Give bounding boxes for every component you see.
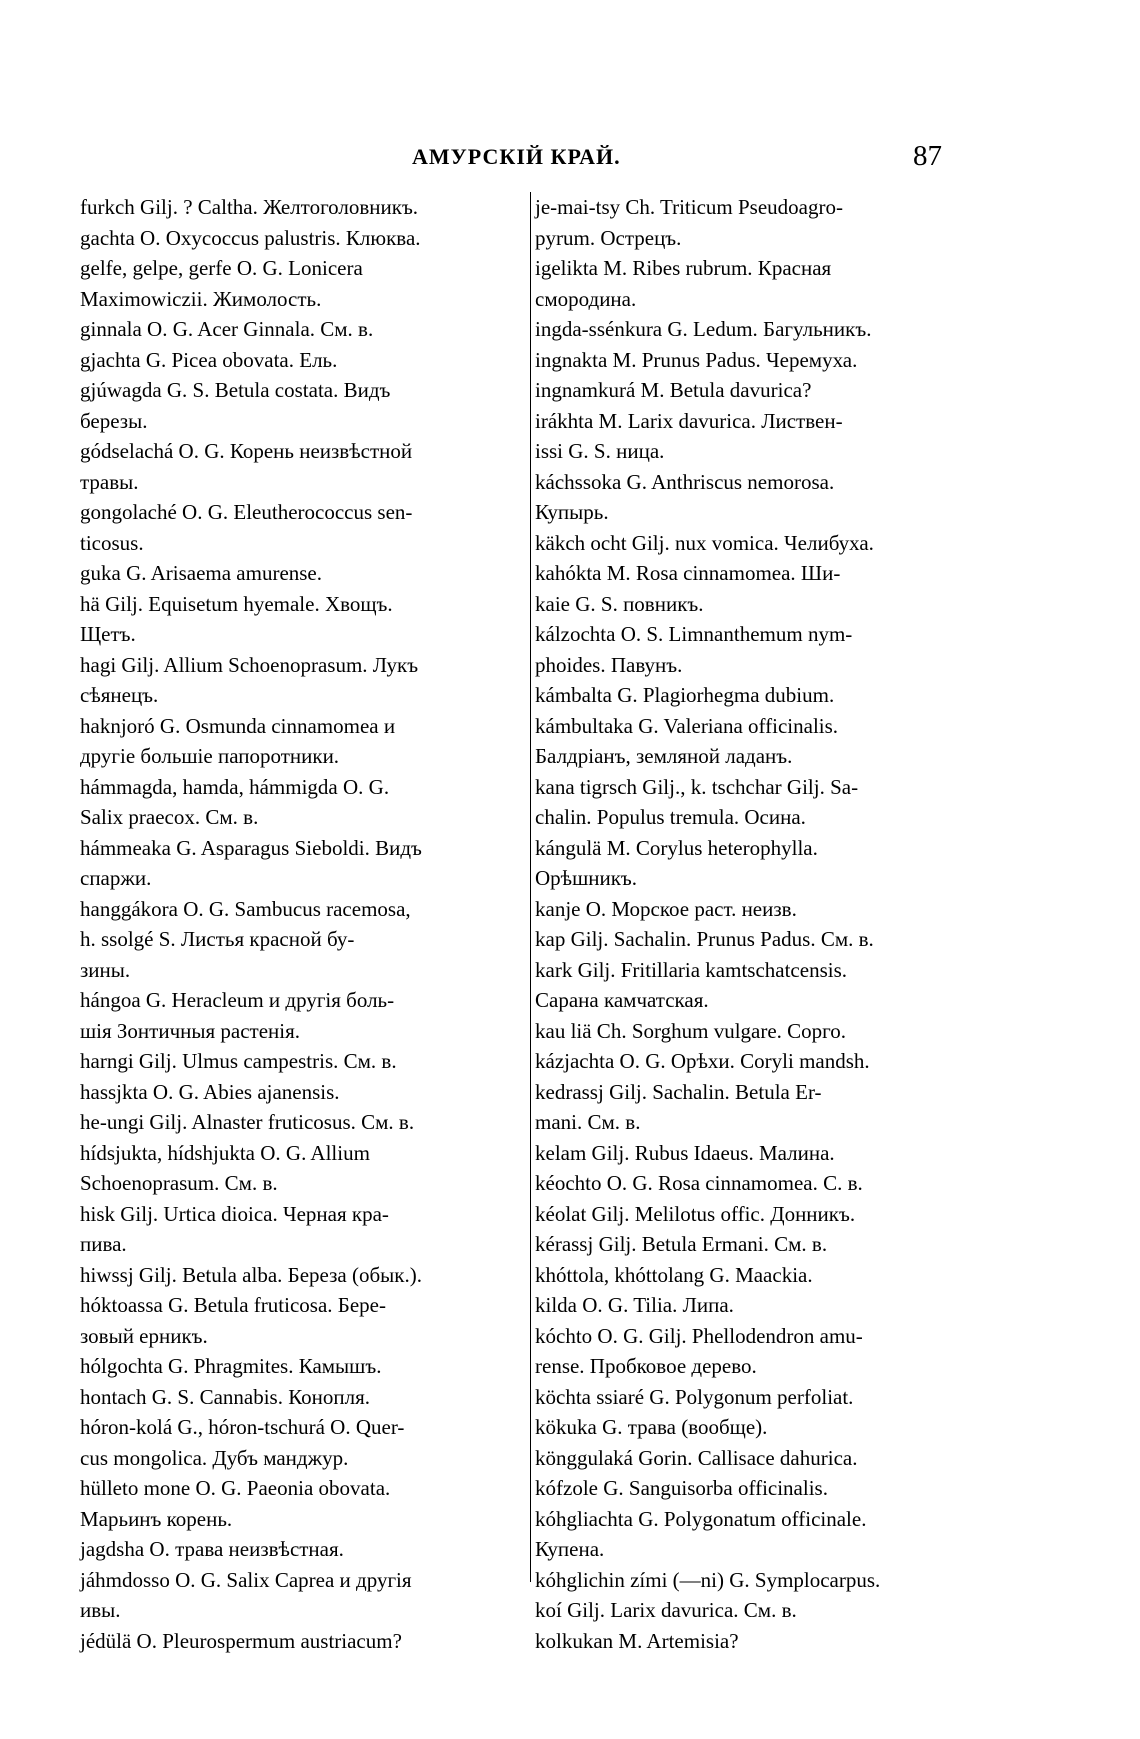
entry-text: kap Gilj. Sachalin. Prunus Padus. См. в. xyxy=(535,927,874,951)
dictionary-entry xyxy=(80,223,532,254)
dictionary-entry xyxy=(80,1473,532,1534)
dictionary-entry xyxy=(80,497,532,558)
dictionary-entry xyxy=(80,589,532,650)
dictionary-entry xyxy=(535,619,950,680)
running-title: АМУРСКІЙ КРАЙ. xyxy=(412,144,621,169)
entry-text: irákhta M. Larix davurica. Листвен- issi G. S. ница. xyxy=(535,408,843,463)
entry-text: je-mai-tsy Ch. Triticum Pseudoagro- pyrum. Острецъ. xyxy=(535,195,843,250)
entry-text: kilda O. G. Tilia. Липа. xyxy=(535,1293,734,1317)
left-column xyxy=(80,192,532,1656)
dictionary-entry xyxy=(80,1412,532,1473)
entry-text: he-ungi Gilj. Alnaster fruticosus. См. в. xyxy=(80,1110,415,1134)
entry-text: kana tigrsch Gilj., k. tschchar Gilj. Sa- chalin. Populus tremula. Осина. xyxy=(535,774,859,829)
dictionary-entry xyxy=(535,1046,950,1077)
entry-text: kökuka G. трава (вообще). xyxy=(535,1415,768,1439)
entry-text: hassjkta O. G. Abies ajanensis. xyxy=(80,1079,340,1104)
dictionary-entry xyxy=(80,1260,532,1291)
entry-text: koí Gilj. Larix davurica. См. в. xyxy=(535,1598,797,1622)
column-divider xyxy=(530,192,531,1582)
entry-text: jédülä O. Pleurospermum austriacum? xyxy=(80,1628,402,1653)
entry-text: kázjachta O. G. Орѣхи. Coryli mandsh. xyxy=(535,1049,870,1073)
entry-text: gjúwagda G. S. Betula costata. Видъ березы. xyxy=(80,378,391,433)
entry-text: kelam Gilj. Rubus Idaeus. Малина. xyxy=(535,1140,835,1165)
entry-text: ingda-ssénkura G. Ledum. Багульникъ. xyxy=(535,317,872,341)
dictionary-entry xyxy=(535,528,950,559)
dictionary-entry xyxy=(80,1626,532,1657)
entry-text: kófzole G. Sanguisorba officinalis. xyxy=(535,1476,828,1500)
dictionary-entry xyxy=(80,1077,532,1108)
dictionary-entry xyxy=(80,314,532,345)
entry-text: hóktoassa G. Betula fruticosa. Бере- зовый ерникъ. xyxy=(80,1293,386,1348)
dictionary-entry xyxy=(80,1534,532,1565)
entry-text: gódselachá O. G. Корень неизвѣстной травы. xyxy=(80,439,413,494)
dictionary-entry xyxy=(535,1565,950,1596)
dictionary-entry xyxy=(80,650,532,711)
dictionary-entry xyxy=(535,1382,950,1413)
entry-text: kóhgliachta G. Polygonatum officinale. Купена. xyxy=(535,1506,867,1561)
entry-text: khóttola, khóttolang G. Maackia. xyxy=(535,1262,813,1287)
dictionary-entry xyxy=(535,680,950,711)
entry-text: kéochto O. G. Rosa cinnamomea. С. в. xyxy=(535,1171,863,1195)
entry-text: kark Gilj. Fritillaria kamtschatcensis. Сарана камчатская. xyxy=(535,957,848,1012)
entry-text: ingnakta M. Prunus Padus. Черемуха. xyxy=(535,347,858,372)
dictionary-entry xyxy=(535,345,950,376)
entry-text: kolkukan M. Artemisia? xyxy=(535,1628,739,1653)
entry-text: kéolat Gilj. Melilotus offic. Донникъ. xyxy=(535,1201,856,1226)
entry-text: jáhmdosso O. G. Salix Caprea и другія ивы. xyxy=(80,1567,412,1622)
dictionary-entry xyxy=(80,558,532,589)
dictionary-entry xyxy=(535,467,950,528)
dictionary-entry xyxy=(80,1138,532,1199)
entry-text: harngi Gilj. Ulmus campestris. См. в. xyxy=(80,1049,397,1073)
dictionary-entry xyxy=(535,833,950,894)
entry-text: haknjoró G. Osmunda cinnamomea и другіе большіе папоротники. xyxy=(80,713,396,768)
dictionary-entry xyxy=(535,1321,950,1382)
dictionary-entry xyxy=(535,314,950,345)
dictionary-entry xyxy=(80,345,532,376)
entry-text: gelfe, gelpe, gerfe O. G. Lonicera Maximowiczii. Жимолость. xyxy=(80,256,363,311)
dictionary-entry xyxy=(535,1016,950,1047)
entry-text: hä Gilj. Equisetum hyemale. Хвощъ. Щетъ. xyxy=(80,591,393,646)
dictionary-entry xyxy=(80,772,532,833)
dictionary-entry xyxy=(80,192,532,223)
dictionary-entry xyxy=(80,1290,532,1351)
entry-text: gongolaché O. G. Eleutherococcus sen- ticosus. xyxy=(80,500,413,555)
dictionary-entry xyxy=(80,1046,532,1077)
dictionary-entry xyxy=(80,711,532,772)
dictionary-entry xyxy=(535,1260,950,1291)
dictionary-entry xyxy=(535,1077,950,1138)
entry-text: gjachta G. Picea obovata. Ель. xyxy=(80,347,338,372)
entry-text: hóron-kolá G., hóron-tschurá O. Quer- cus mongolica. Дубъ манджур. xyxy=(80,1415,405,1470)
entry-text: guka G. Arisaema amurense. xyxy=(80,561,323,585)
entry-text: hontach G. S. Cannabis. Конопля. xyxy=(80,1384,371,1409)
dictionary-entry xyxy=(535,1290,950,1321)
dictionary-entry xyxy=(535,894,950,925)
entry-text: hámmagda, hamda, hámmigda O. G. Salix praecox. См. в. xyxy=(80,774,390,829)
entry-text: hagi Gilj. Allium Schoenoprasum. Лукъ сѣянецъ. xyxy=(80,652,419,707)
dictionary-entry xyxy=(80,894,532,986)
entry-text: kálzochta O. S. Limnanthemum nym- phoides. Павунъ. xyxy=(535,622,853,677)
entry-text: kanje O. Морское раст. неизв. xyxy=(535,896,797,921)
dictionary-entry xyxy=(535,1138,950,1169)
dictionary-entry xyxy=(80,1565,532,1626)
entry-text: hángoa G. Heracleum и другія боль- шія Зонтичныя растенія. xyxy=(80,988,395,1043)
entry-text: kóhglichin zími (—ni) G. Symplocarpus. xyxy=(535,1567,881,1592)
entry-text: furkch Gilj. ? Caltha. Желтоголовникъ. xyxy=(80,195,419,219)
dictionary-entry xyxy=(80,253,532,314)
entry-text: hámmeaka G. Asparagus Sieboldi. Видъ спаржи. xyxy=(80,835,422,890)
dictionary-entry xyxy=(535,192,950,253)
entry-text: ginnala O. G. Acer Ginnala. См. в. xyxy=(80,317,374,341)
dictionary-entry xyxy=(535,1443,950,1474)
entry-text: kángulä M. Corylus heterophylla. Орѣшникъ. xyxy=(535,835,818,890)
dictionary-entry xyxy=(535,1595,950,1626)
entry-text: kahókta M. Rosa cinnamomea. Ши- kaie G. S. повникъ. xyxy=(535,561,841,616)
entry-text: hanggákora O. G. Sambucus racemosa, h. ssolgé S. Листья красной бу- зины. xyxy=(80,896,411,982)
dictionary-entry xyxy=(80,833,532,894)
entry-text: ingnamkurá M. Betula davurica? xyxy=(535,378,812,402)
dictionary-entry xyxy=(535,955,950,1016)
dictionary-entry xyxy=(80,436,532,497)
dictionary-entry xyxy=(535,253,950,314)
right-column xyxy=(535,192,950,1656)
dictionary-entry xyxy=(80,1382,532,1413)
entry-text: jagdsha O. трава неизвѣстная. xyxy=(80,1537,344,1561)
entry-text: köchta ssiaré G. Polygonum perfoliat. xyxy=(535,1384,854,1409)
entry-text: káchssoka G. Anthriscus nemorosa. Купырь. xyxy=(535,469,835,524)
dictionary-entry xyxy=(535,1473,950,1504)
dictionary-entry xyxy=(535,924,950,955)
entry-text: hisk Gilj. Urtica dioica. Черная кра- пива. xyxy=(80,1201,389,1256)
dictionary-entry xyxy=(80,1351,532,1382)
entry-text: igelikta M. Ribes rubrum. Красная смородина. xyxy=(535,256,832,311)
dictionary-entry xyxy=(80,1107,532,1138)
entry-text: kóchto O. G. Gilj. Phellodendron amu- rense. Пробковое дерево. xyxy=(535,1323,863,1378)
page-number: 87 xyxy=(913,140,942,172)
dictionary-entry xyxy=(535,1229,950,1260)
dictionary-entry xyxy=(535,711,950,772)
dictionary-entry xyxy=(535,558,950,619)
dictionary-entry xyxy=(80,1199,532,1260)
entry-text: könggulaká Gorin. Callisace dahurica. xyxy=(535,1445,858,1470)
entry-text: kau liä Ch. Sorghum vulgare. Сорго. xyxy=(535,1018,847,1043)
entry-text: gachta O. Oxycoccus palustris. Клюква. xyxy=(80,225,421,250)
entry-text: kedrassj Gilj. Sachalin. Betula Er- mani. См. в. xyxy=(535,1079,822,1134)
dictionary-entry xyxy=(535,1199,950,1230)
dictionary-entry xyxy=(535,1504,950,1565)
dictionary-entry xyxy=(535,1626,950,1657)
entry-text: kámbultaka G. Valeriana officinalis. Балдріанъ, земляной ладанъ. xyxy=(535,713,839,768)
dictionary-entry xyxy=(80,985,532,1046)
entry-text: käkch ocht Gilj. nux vomica. Челибуха. xyxy=(535,530,874,555)
entry-text: hídsjukta, hídshjukta O. G. Allium Schoenoprasum. См. в. xyxy=(80,1140,370,1195)
entry-text: hólgochta G. Phragmites. Камышъ. xyxy=(80,1354,382,1378)
dictionary-entry xyxy=(535,406,950,467)
page-header xyxy=(412,140,942,180)
entry-text: hülleto mone O. G. Paeonia obovata. Марьинъ корень. xyxy=(80,1476,391,1531)
dictionary-entry xyxy=(535,772,950,833)
entry-text: kérassj Gilj. Betula Ermani. См. в. xyxy=(535,1232,828,1256)
dictionary-entry xyxy=(535,375,950,406)
entry-text: hiwssj Gilj. Betula alba. Береза (обык.). xyxy=(80,1262,422,1287)
dictionary-entry xyxy=(535,1168,950,1199)
entry-text: kámbalta G. Plagiorhegma dubium. xyxy=(535,683,835,707)
dictionary-entry xyxy=(80,375,532,436)
dictionary-entry xyxy=(535,1412,950,1443)
